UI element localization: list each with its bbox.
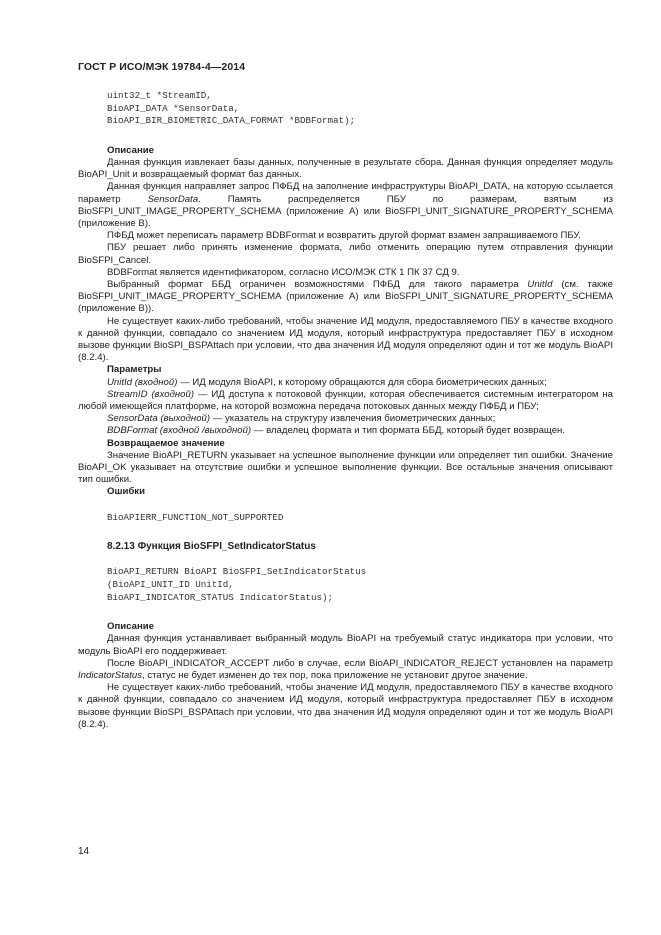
paragraph: ПБУ решает либо принять изменение формата, либо отменить операцию путем отправления функции BioSFPI_Cancel. [78,242,613,266]
description-heading: Описание [107,621,154,633]
paragraph: Не существует каких-либо требований, чтобы значение ИД модуля, предоставляемого ПБУ в качестве входного к данной функции, совпадало со значением ИД модуля, который инфраструктура предоставляет ПБУ в исходном вызове функции BioSPI_BSPAttach при условии, что два значения ИД модуля определяют один и тот же модуль BioAPI (8.2.4). [78,315,613,364]
section-title: 8.2.13 Функция BioSFPI_SetIndicatorStatus [107,541,316,553]
page-header: ГОСТ Р ИСО/МЭК 19784-4—2014 [78,61,246,73]
paragraph: Выбранный формат ББД ограничен возможностями ПФБД для такого параметра UnitId (см. также BioSFPI_UNIT_IMAGE_PROPERTY_SCHEMA (приложение А) или BioSFPI_UNIT_SIGNATURE_PROPERTY_SCHEMA (приложение В)). [78,279,613,315]
parameter-item: SensorData (выходной) — указатель на структуру извлечения биометрических данных; [107,413,496,425]
paragraph: Данная функция извлекает базы данных, полученные в результате сбора. Данная функция определяет модуль BioAPI_Unit и возвращаемый формат баз данных. [78,156,613,181]
paragraph: BDBFormat является идентификатором, согласно ИСО/МЭК СТК 1 ПК 37 СД 9. [107,266,460,278]
paragraph: Значение BioAPI_RETURN указывает на успешное выполнение функции или определяет тип ошибки. Значение BioAPI_OK указывает на отсутствие ошибки и успешное выполнение функции. Все остальные значения описывают тип ошибки. [78,449,613,486]
page-content [78,90,613,731]
page-number: 14 [78,846,90,857]
parameter-item: StreamID (входной) — ИД доступа к потоковой функции, которая обеспечивается системным интегратором на любой имеющейся платформе, на которой возможна передача потоковых данных между ПФБД и ПБУ; [78,388,614,413]
paragraph: Не существует каких-либо требований, чтобы значение ИД модуля, предоставляемого ПБУ в качестве входного к данной функции, совпадало со значением ИД модуля, который инфраструктура предоставляет ПБУ в исходном вызове функции BioSPI_BSPAttach при условии, что два значения ИД модуля определяют один и тот же модуль BioAPI (8.2.4). [78,682,613,730]
code-line: (BioAPI_UNIT_ID UnitId, [107,579,234,591]
paragraph: Данная функция устанавливает выбранный модуль BioAPI на требуемый статус индикатора при условии, что модуль BioAPI его поддерживает. [78,633,613,657]
code-line: BioAPI_INDICATOR_STATUS IndicatorStatus); [107,591,334,603]
code-block-2 [107,566,613,604]
parameter-item: UnitId (входной) — ИД модуля BioAPI, к которому обращаются для сбора биометрических данных; [107,376,547,388]
code-line: uint32_t *StreamID, [107,90,212,101]
code-line: BioAPI_BIR_BIOMETRIC_DATA_FORMAT *BDBFormat); [107,115,356,127]
paragraph: ПФБД может переписать параметр BDBFormat и возвратить другой формат взамен запрашиваемого ПБУ. [107,230,581,242]
paragraph: Данная функция направляет запрос ПФБД на заполнение инфраструктуры BioAPI_DATA, на которую ссылается параметр SensorData. Память распределяется ПБУ по размерам, взятым из BioSFPI_UNIT_IMAGE_PROPERTY_SCHEMA (приложение А) или BioSFPI_UNIT_SIGNATURE_PROPERTY_SCHEMA (приложение В). [78,181,613,229]
parameters-heading: Параметры [107,364,162,376]
error-code: BioAPIERR_FUNCTION_NOT_SUPPORTED [107,511,284,523]
description-heading: Описание [107,144,154,156]
errors-heading: Ошибки [107,486,145,498]
paragraph: После BioAPI_INDICATOR_ACCEPT либо в случае, если BioAPI_INDICATOR_REJECT установлен на параметр IndicatorStatus, статус не будет изменен до тех пор, пока приложение не установит другое значение. [78,657,613,682]
return-value-heading: Возвращаемое значение [107,437,225,449]
parameter-item: BDBFormat (входной /выходной) — владелец формата и тип формата ББД, который будет возвращен. [107,425,565,437]
code-block-1 [107,90,613,128]
code-line: BioAPI_RETURN BioAPI BioSFPI_SetIndicatorStatus [107,566,367,578]
code-line: BioAPI_DATA *SensorData, [107,102,240,114]
